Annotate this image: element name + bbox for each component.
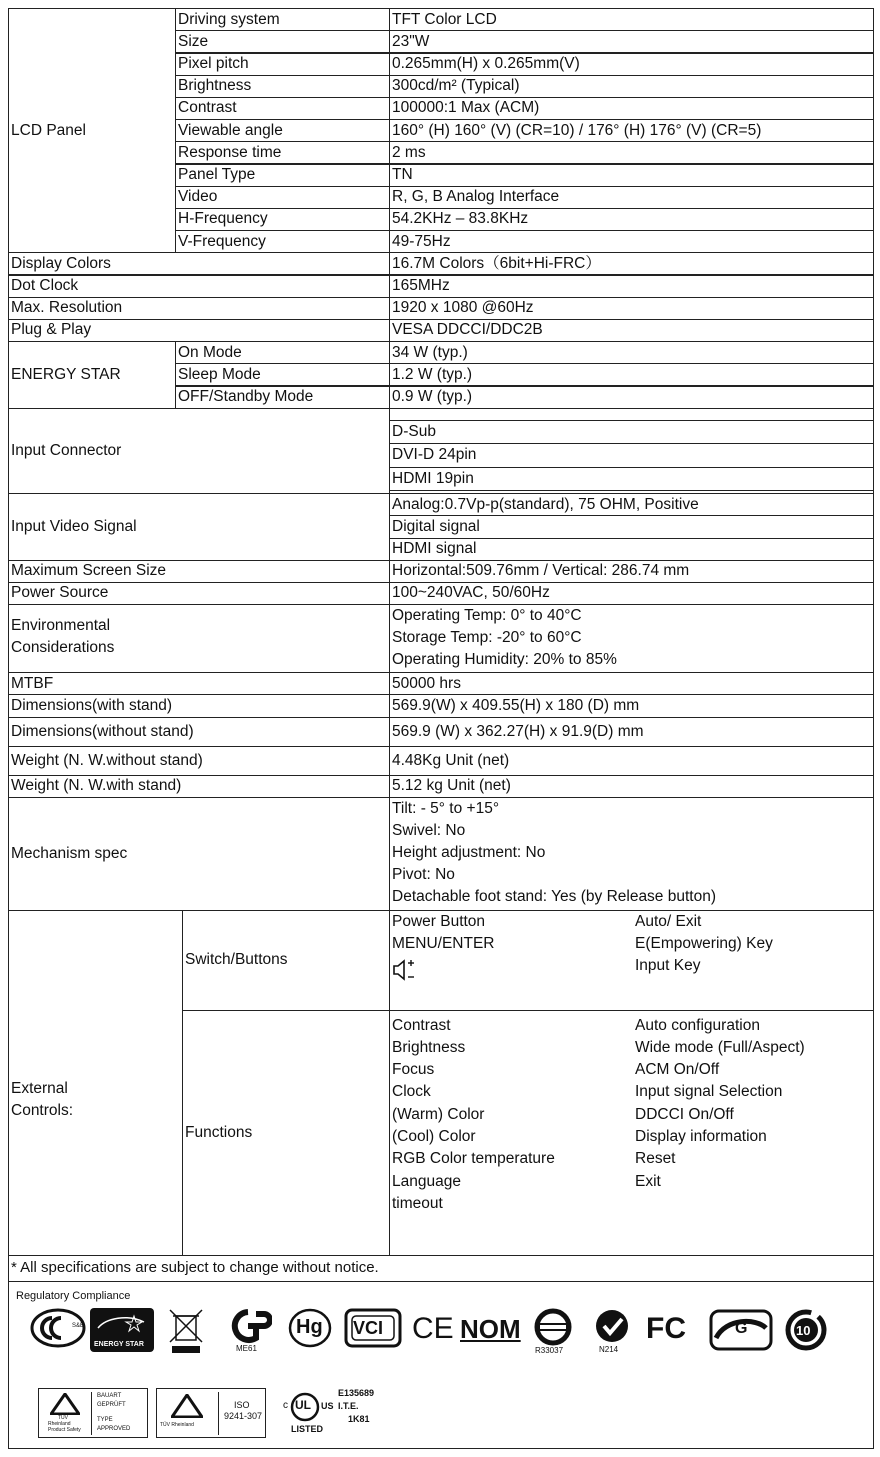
rule [175,97,874,98]
spec-name-text: Display Colors [11,254,111,272]
lcd-param-value-text: 2 ms [392,143,426,161]
spec-name-text: MTBF [11,674,54,692]
spec-value [392,297,872,319]
spec-name [11,319,388,341]
lcd-param-value [392,30,872,52]
spec-value [392,319,872,341]
lcd-param-value-text: 300cd/m² (Typical) [392,77,520,95]
input-video-label-text: Input Video Signal [11,517,137,535]
logo-text: TÜV Rheinland [160,1421,194,1428]
rule [175,8,176,253]
vcci-text: VCI [353,1317,384,1338]
rule [175,141,874,142]
lcd-panel-label [11,8,174,252]
rule [8,1448,874,1449]
lcd-param-value [392,8,872,30]
input-video-value-text: Digital signal [392,517,480,535]
function-item: Display information [635,1128,767,1145]
function-item: Language [392,1172,461,1190]
lcd-param-value-text: 160° (H) 160° (V) (CR=10) / 176° (H) 176° (V) (CR=5) [392,121,762,139]
lcd-param-name [178,8,388,30]
function-item: RGB Color temperature [392,1150,555,1168]
rule [389,420,874,421]
logo-text: APPROVED [97,1425,131,1432]
input-connector-value [392,443,872,467]
logo-text: ME61 [236,1343,257,1353]
switch-button-item: E(Empowering) Key [635,934,773,952]
rule [389,672,390,695]
logo-text: S&E [72,1322,85,1329]
spec-sheet [8,8,873,1448]
spec-value-text: 5.12 kg Unit (net) [392,777,511,794]
spec-name-text: Plug & Play [11,321,92,339]
environment-value: Storage Temp: -20° to 60°C [392,629,582,647]
spec-name-text: Weight (N. W.with stand) [11,777,182,794]
spec-value [392,694,872,716]
function-item: (Cool) Color [392,1128,476,1145]
function-item: ACM On/Off [635,1061,720,1079]
rule [873,8,874,1449]
input-connector-value [392,420,872,444]
logo-text: c [283,1399,288,1411]
rule [218,1392,219,1435]
rule [175,230,874,231]
lcd-param-value [392,230,872,252]
fcc-text: FC [646,1311,686,1345]
speaker-plus-minus-icon [392,958,416,982]
rule [175,341,176,409]
rule [389,746,390,776]
rule [175,363,874,364]
spec-value-text: 16.7M Colors（6bit+Hi-FRC） [392,254,601,272]
rule [389,408,390,495]
switch-button-item: MENU/ENTER [392,934,495,952]
energy-mode-value [392,363,872,385]
external-controls-label: External [11,1079,68,1097]
energy-mode-value [392,341,872,363]
spec-name-text: Dimensions(without stand) [11,722,194,740]
spec-name [11,582,388,604]
input-connector-value [392,467,872,491]
lcd-param-value-text: 23"W [392,32,430,50]
footnote [11,1255,872,1281]
c-tick-icon [594,1308,630,1344]
function-item: (Warm) Color [392,1105,485,1123]
rule [175,208,874,209]
lcd-param-name [178,30,388,52]
environmental-label: Considerations [11,639,115,657]
lcd-param-value-text: 49-75Hz [392,232,451,250]
spec-value-text: 1920 x 1080 @60Hz [392,299,534,317]
spec-value-text: 165MHz [392,276,450,294]
rule [389,319,390,342]
footnote-text: * All specifications are subject to change without notice. [11,1259,379,1276]
lcd-param-value [392,163,872,185]
lcd-param-value-text: 100000:1 Max (ACM) [392,99,540,117]
lcd-param-value-text: R, G, B Analog Interface [392,188,560,206]
rule [389,252,390,275]
tuv-triangle-icon [50,1393,80,1415]
lcd-param-name-text: H-Frequency [178,210,268,228]
lcd-param-value [392,52,872,74]
lcd-param-value-text: TFT Color LCD [392,10,497,28]
function-item: Brightness [392,1038,466,1056]
lcd-param-name [178,52,388,74]
switch-buttons-label-text: Switch/Buttons [185,951,288,968]
rule [389,560,390,583]
functions-label [185,1010,388,1255]
spec-value-text: 4.48Kg Unit (net) [392,751,510,769]
rule [175,52,874,53]
input-connector-label-text: Input Connector [11,441,122,459]
function-item: Exit [635,1172,661,1190]
lcd-param-name-text: Response time [178,143,282,161]
mechanism-value: Tilt: - 5° to +15° [392,799,500,817]
hg-text: Hg [296,1315,323,1338]
switch-button-item: Power Button [392,912,486,930]
spec-name [11,252,388,274]
lcd-param-value [392,119,872,141]
spec-value [392,775,872,797]
energy-mode-name [178,341,388,363]
lcd-param-value-text: 54.2KHz – 83.8KHz [392,210,529,228]
spec-value [392,582,872,604]
regulatory-title: Regulatory Compliance [16,1289,131,1302]
rule [91,1392,92,1435]
lcd-param-name [178,186,388,208]
ul-listed-text: LISTED [291,1423,324,1434]
function-item: Input signal Selection [635,1083,783,1101]
switch-button-item: Auto/ Exit [635,912,702,930]
spec-name [11,746,388,775]
input-connector-value-text: HDMI 19pin [392,469,474,487]
function-item: Wide mode (Full/Aspect) [635,1038,805,1056]
spec-name-text: Max. Resolution [11,299,123,317]
energy-mode-value-text: 1.2 W (typ.) [392,365,473,383]
ul-us-text: US [321,1400,334,1411]
logo-text: Rheinland [48,1420,71,1427]
lcd-param-name-text: Panel Type [178,165,256,183]
mechanism-label-text: Mechanism spec [11,844,128,862]
energy-mode-name [178,385,388,407]
rule [389,717,390,747]
spec-name-text: Weight (N. W.without stand) [11,751,203,769]
spec-value-text: VESA DDCCI/DDC2B [392,321,543,339]
lcd-param-name-text: V-Frequency [178,232,266,250]
spec-value-text: Horizontal:509.76mm / Vertical: 286.74 mm [392,562,690,580]
rule [8,8,9,1449]
environment-value: Operating Humidity: 20% to 85% [392,651,617,669]
input-video-value [392,515,872,537]
logo-text: ISO [234,1399,250,1410]
lcd-panel-label-text: LCD Panel [11,121,86,139]
gost-pct-icon [230,1308,272,1344]
energy-star-label-text: ENERGY STAR [11,365,121,383]
rule [175,385,874,386]
lcd-param-value [392,141,872,163]
logo-text: TUV [58,1414,68,1421]
spec-name-text: Power Source [11,584,109,602]
mechanism-value: Detachable foot stand: Yes (by Release button) [392,887,716,905]
lcd-param-name [178,97,388,119]
function-item: Clock [392,1083,431,1101]
function-item: timeout [392,1194,443,1212]
function-item: Focus [392,1061,435,1079]
external-controls-label: Controls: [11,1101,74,1119]
lcd-param-name-text: Driving system [178,10,280,28]
rule [389,297,390,320]
lcd-param-name [178,208,388,230]
rule [389,490,874,491]
rule [389,582,390,605]
energy-mode-value-text: 34 W (typ.) [392,343,468,361]
spec-name [11,297,388,319]
spec-value [392,717,872,746]
lcd-param-name-text: Viewable angle [178,121,283,139]
function-item: Reset [635,1150,676,1168]
input-video-value [392,493,872,515]
rule [389,274,390,297]
functions-label-text: Functions [185,1123,253,1141]
bsmi-icon [534,1308,572,1346]
spec-name-text: Dimensions(with stand) [11,696,173,714]
rule [175,163,874,164]
energy-mode-name [178,363,388,385]
rule [389,341,390,409]
rule [389,493,390,561]
function-item: Auto configuration [635,1016,760,1034]
rule [8,1281,874,1282]
spec-value-text: 569.9 (W) x 362.27(H) x 91.9(D) mm [392,722,644,740]
lcd-param-value-text: TN [392,165,413,183]
ul-code-text: I.T.E. [338,1400,359,1411]
ul-code-text: 1K81 [348,1413,370,1424]
mechanism-label [11,797,388,910]
spec-name [11,274,388,296]
energy-mode-value [392,385,872,407]
lcd-param-name [178,75,388,97]
rule [389,797,390,911]
ce-text: CE [412,1311,454,1345]
spec-value [392,274,872,296]
mpr-text: G [735,1319,748,1337]
logo-text: GEPRÜFT [97,1401,126,1408]
rule [389,694,390,717]
spec-name [11,672,388,694]
nom-text: NOM [460,1313,521,1344]
input-connector-value-text: DVI-D 24pin [392,446,477,464]
input-video-value-text: HDMI signal [392,540,477,558]
function-item: DDCCI On/Off [635,1105,734,1123]
lcd-param-name [178,141,388,163]
input-connector-label [11,408,388,494]
rule [182,910,183,1256]
energy-mode-name-text: On Mode [178,343,242,361]
spec-value [392,560,872,582]
lcd-param-value [392,97,872,119]
energy-star-text: ENERGY STAR [94,1340,144,1348]
spec-name-text: Dot Clock [11,276,79,294]
energy-mode-value-text: 0.9 W (typ.) [392,387,473,405]
input-video-value-text: Analog:0.7Vp-p(standard), 75 OHM, Positive [392,495,699,513]
logo-text: N214 [599,1344,619,1354]
mechanism-value: Pivot: No [392,865,455,883]
spec-name [11,717,388,746]
spec-name [11,694,388,716]
spec-value [392,252,872,274]
logo-text: BAUART [97,1392,122,1399]
spec-name-text: Maximum Screen Size [11,562,167,580]
function-item: Contrast [392,1016,451,1034]
lcd-param-value [392,75,872,97]
spec-value-text: 100~240VAC, 50/60Hz [392,584,550,602]
lcd-param-name [178,119,388,141]
lcd-param-name [178,163,388,185]
lcd-param-value [392,208,872,230]
tuv-triangle-icon [171,1394,203,1418]
energy-mode-name-text: OFF/Standby Mode [178,387,314,405]
lcd-param-name-text: Size [178,32,209,50]
rule [389,8,390,253]
ul-code-text: E135689 [338,1387,375,1398]
lcd-param-name-text: Video [178,188,218,206]
energy-mode-name-text: Sleep Mode [178,365,261,383]
rule [175,75,874,76]
rule [389,604,390,673]
switch-button-item: Input Key [635,956,701,974]
mechanism-value: Swivel: No [392,821,466,839]
environmental-label: Environmental [11,617,111,635]
lcd-param-value-text: 0.265mm(H) x 0.265mm(V) [392,54,580,72]
lcd-param-name [178,230,388,252]
rule [175,30,874,31]
lcd-param-value [392,186,872,208]
spec-name [11,560,388,582]
spec-value [392,672,872,694]
rule [389,775,390,798]
weee-crossed-bin-icon [168,1308,204,1354]
logo-text: TYPE [97,1416,113,1423]
spec-name [11,775,388,797]
lcd-param-name-text: Pixel pitch [178,54,249,72]
input-connector-value-text: D-Sub [392,422,436,440]
switch-buttons-label [185,910,388,1010]
environment-value: Operating Temp: 0° to 40°C [392,607,582,625]
spec-value-text: 50000 hrs [392,674,461,692]
spec-value [392,746,872,775]
input-video-value [392,538,872,560]
rule [389,910,390,1256]
input-video-label [11,493,388,560]
rule [175,186,874,187]
energy-star-label [11,341,174,408]
logo-text: Product Safety [48,1426,81,1433]
lcd-param-name-text: Brightness [178,77,252,95]
logo-text: R33037 [535,1345,564,1355]
mechanism-value: Height adjustment: No [392,843,546,861]
rule [175,119,874,120]
spec-value-text: 569.9(W) x 409.55(H) x 180 (D) mm [392,696,640,714]
lcd-param-name-text: Contrast [178,99,237,117]
ul-mark-text: UL [295,1397,311,1412]
rohs-text: 10 [796,1322,811,1338]
logo-text: 9241-307 [224,1410,263,1421]
